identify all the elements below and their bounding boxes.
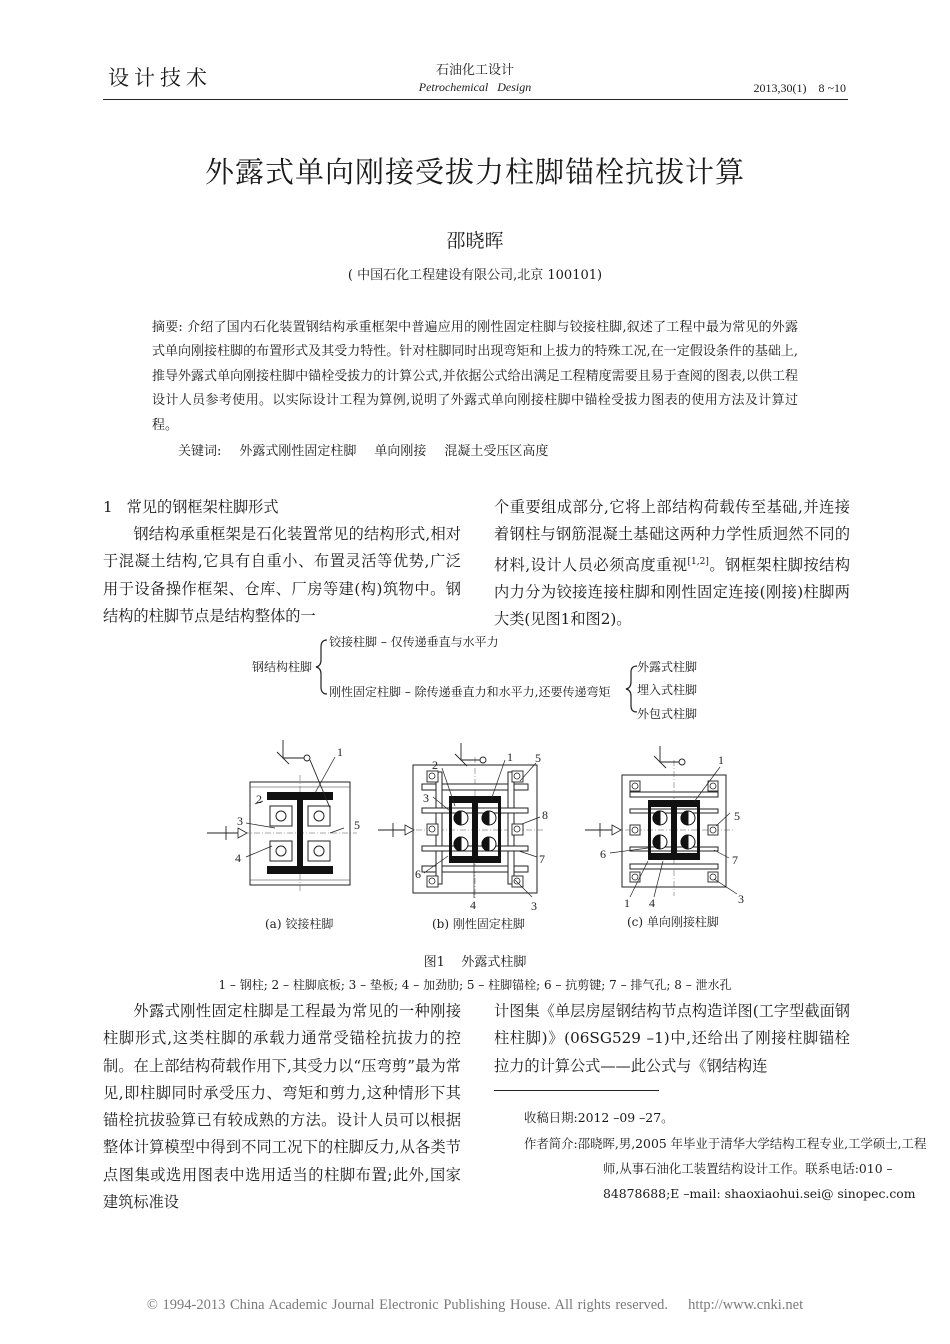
copyright-text: © 1994-2013 China Academic Journal Electronic Publishing House. All rights reserved. xyxy=(146,1297,669,1313)
svg-text:6: 6 xyxy=(600,847,606,861)
paper-title: 外露式单向刚接受拔力柱脚锚栓抗拔计算 xyxy=(204,155,745,189)
paragraph: 计图集《单层房屋钢结构节点构造详图(工字型截面钢柱柱脚)》(06SG529 –1)中,还给出了刚接柱脚锚栓拉力的计算公式——此公式与《钢结构连 xyxy=(494,1002,850,1075)
cnki-link[interactable]: http://www.cnki.net xyxy=(688,1297,804,1313)
figure-caption: 图1 外露式柱脚 xyxy=(423,955,527,970)
received-date: 收稿日期:2012 –09 –27。 xyxy=(524,1110,674,1125)
svg-text:6: 6 xyxy=(415,867,421,881)
paragraph-part: 个重要组成部分,它将上部结构荷载传至基础,并连接着钢柱与钢筋混凝土基础这两种力学性质迥然不同的材料,设计人员必须高度重视 xyxy=(494,498,850,574)
svg-text:7: 7 xyxy=(732,853,738,867)
subcaption-a: (a) 铰接柱脚 xyxy=(265,917,334,931)
figure-c-one-way-rigid-base xyxy=(585,746,744,929)
author-bio: 作者简介:邵晓晖,男,2005 年毕业于清华大学结构工程专业,工学硕士,工程师,从事石油化工装置结构设计工作。联系电话:010 –84878688;E –mail: shaoxiaohui.sei@ sinopec.com xyxy=(524,1136,927,1201)
paragraph-part: 。钢框架柱脚按结构内力分为铰接连接柱脚和刚性固定连接(刚接)柱脚两大类(见图1和图2)。 xyxy=(494,555,851,629)
svg-text:3: 3 xyxy=(531,899,537,913)
svg-text:4: 4 xyxy=(470,898,476,912)
journal-title-en: Petrochemical Design xyxy=(418,80,532,94)
tree-leaf: 外包式柱脚 xyxy=(637,707,698,721)
svg-text:4: 4 xyxy=(235,851,241,865)
section-number: 1 xyxy=(103,498,113,516)
keyword: 外露式刚性固定柱脚 xyxy=(239,444,357,459)
abstract-text: 介绍了国内石化装置钢结构承重框架中普遍应用的刚性固定柱脚与铰接柱脚,叙述了工程中最为常见的外露式单向刚接柱脚的布置形式及其受力特性。针对柱脚同时出现弯矩和上拔力的特殊工况,在一定假设条件的基础上,推导外露式单向刚接柱脚中锚栓受拔力的计算公式,并依据公式给出满足工程精度需要且易于查阅的图表,以供工程设计人员参考使用。以实际设计工程为算例,说明了外露式单向刚接柱脚中锚栓受拔力图表的使用方法及计算过程。 xyxy=(152,320,798,433)
svg-text:3: 3 xyxy=(738,892,744,906)
body-right-column-lower xyxy=(494,998,850,1080)
author-affiliation: ( 中国石化工程建设有限公司,北京 100101) xyxy=(347,268,603,283)
figure-legend: 1 – 钢柱; 2 – 柱脚底板; 3 – 垫板; 4 – 加劲肋; 5 – 柱脚锚栓; 6 – 抗剪键; 7 – 排气孔; 8 – 泄水孔 xyxy=(218,978,732,992)
column-name: 设计技术 xyxy=(108,66,212,90)
keywords-label: 关键词: xyxy=(178,444,222,459)
figure-a-hinged-base xyxy=(207,740,360,931)
issue-info: 2013,30(1) 8 ~10 xyxy=(753,81,846,95)
citation: [1,2] xyxy=(687,556,709,567)
keyword: 混凝土受压区高度 xyxy=(444,444,549,459)
tree-branch-fixed: 刚性固定柱脚 – 除传递垂直力和水平力,还要传递弯矩 xyxy=(329,685,611,699)
svg-text:7: 7 xyxy=(539,852,545,866)
footnote-rule xyxy=(494,1090,659,1091)
tree-branch-hinged: 铰接柱脚 – 仅传递垂直与水平力 xyxy=(329,635,499,649)
svg-text:4: 4 xyxy=(649,896,655,910)
svg-text:8: 8 xyxy=(542,808,548,822)
subcaption-c: (c) 单向刚接柱脚 xyxy=(627,915,719,929)
abstract-label: 摘要: xyxy=(152,320,183,335)
svg-text:5: 5 xyxy=(535,751,541,765)
tree-leaf: 外露式柱脚 xyxy=(637,660,698,674)
svg-text:1: 1 xyxy=(718,753,724,767)
paragraph: 外露式刚性固定柱脚是工程最为常见的一种刚接柱脚形式,这类柱脚的承载力通常受锚栓抗拔力的控制。在上部结构荷载作用下,其受力以“压弯剪”最为常见,即柱脚同时承受压力、弯矩和剪力,这种情形下其锚栓抗拔验算已有较成熟的方法。设计人员可以根据整体计算模型中得到不同工况下的柱脚反力,从各类节点图集或选用图表中选用适当的柱脚布置;此外,国家建筑标准设 xyxy=(103,1002,461,1212)
journal-title-cn: 石油化工设计 xyxy=(435,63,514,78)
svg-text:5: 5 xyxy=(354,818,360,832)
svg-text:3: 3 xyxy=(423,791,429,805)
body-left-column-lower xyxy=(103,998,461,1216)
svg-text:1: 1 xyxy=(624,896,630,910)
figure-b-rigid-base xyxy=(378,743,548,931)
tree-root: 钢结构柱脚 xyxy=(252,660,313,674)
subcaption-b: (b) 刚性固定柱脚 xyxy=(432,917,525,931)
svg-text:3: 3 xyxy=(237,814,243,828)
copyright-footer xyxy=(0,1297,950,1314)
svg-text:5: 5 xyxy=(734,809,740,823)
paper-author: 邵晓晖 xyxy=(446,230,504,252)
keyword: 单向刚接 xyxy=(374,444,427,459)
svg-text:2: 2 xyxy=(256,792,262,806)
svg-text:1: 1 xyxy=(507,750,513,764)
section-title: 常见的钢框架柱脚形式 xyxy=(126,498,279,516)
svg-text:1: 1 xyxy=(337,745,343,759)
paragraph: 钢结构承重框架是石化装置常见的结构形式,相对于混凝土结构,它具有自重小、布置灵活等优势,广泛用于设备操作框架、仓库、厂房等建(构)筑物中。钢结构的柱脚节点是结构整体的一 xyxy=(103,525,461,625)
svg-text:2: 2 xyxy=(432,758,438,772)
tree-leaf: 埋入式柱脚 xyxy=(637,683,698,697)
